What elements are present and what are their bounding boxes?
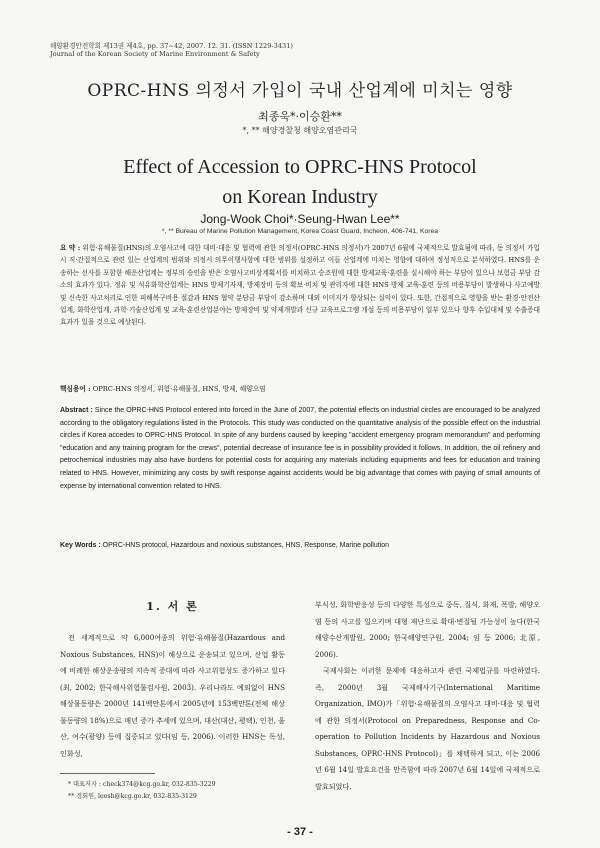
english-abstract-text: Since the OPRC-HNS Protocol entered into forced in the June of 2007, the potential effects on industrial circles are encouraged to be analyzed according to the obligatory regulations listed in the Protocols. This study was conducted on the quantitative analysis of the possible effect on the industrial circles if Korea accedes to OPRC-HNS Protocol. In spite of any burdens caused by keeping "accident emergency program memorandum" and performing "education and any training program for the crews", potential decrease of insurance fee is in possibility provided it follows. In addition, the oil refinery and petrochemical industries may also have burdens for potential costs for acquiring any materials including equipments and fees for education and training related to HNS. However, minimizing any costs by swift response against accidents would be big advantage that comes with paying of small amounts of expense by international convention related to HNS. (60, 407, 540, 490)
body-paragraph: 국제사회는 이러한 문제에 대응하고자 관련 국제법규를 마련하였다. 즉, 2000년 3월 국제해사기구(International Maritime Organization, IMO)가「위험·유해물질의 오염사고 대비·대응 및 협력에 관한 의정서(Protocol on Preparedness, Response and Co-operation to Pollution Incidents by Hazardous and Noxious Substances, OPRC-HNS Protocol)」를 채택하게 되고, 이는 2006년 6월 14일 발효요건을 만족함에 따라 2007년 6월 14일에 국제적으로 발효되었다. (315, 666, 540, 791)
korean-keywords (60, 383, 540, 393)
english-title-line1: Effect of Accession to OPRC-HNS Protocol (123, 156, 477, 178)
body-paragraph: 전 세계적으로 약 6,000여종의 위험·유해물질(Hazardous and Noxious Substances, HNS)이 해상으로 운송되고 있으며, 산업 활동에 비례한 해상운송량의 지속적 증대에 따라 사고위험성도 증가하고 있다(최, 2002; 한국해사위험물검사원, 2003). 우리나라도 예외없이 HNS 해상물동량은 2000년 141백만톤에서 2005년에 153백만톤(전체 해상물동량의 18%)으로 매년 증가 추세에 있으며, 대산(대산, 평택), 인천, 울산, 여수(광양) 등에 집중되고 있다(임 등, 2006). 이러한 HNS는 독성, 인화성, (60, 633, 285, 758)
footnote-divider (60, 773, 155, 774)
korean-authors: 최종욱*·이승환** (258, 110, 342, 123)
english-keywords-label: Key Words : (60, 542, 101, 549)
body-column-right (315, 597, 540, 795)
korean-abstract-label: 요 약 : (60, 244, 81, 252)
english-abstract (60, 405, 540, 493)
body-column-left (60, 630, 285, 762)
journal-name-english: Journal of the Korean Society of Marine Environment & Safety (50, 50, 260, 58)
journal-citation-korean: 해양환경안전학회 제13권 제4호, pp. 37~42, 2007. 12. 31. (ISSN 1229-3431) (50, 42, 293, 50)
english-affiliation: *, ** Bureau of Marine Pollution Management, Korea Coast Guard, Incheon, 406-741, Korea (161, 228, 439, 235)
english-keywords (60, 542, 540, 549)
korean-affiliation: *, ** 해양경찰청 해양오염관리국 (242, 126, 358, 135)
korean-abstract-text: 위험·유해물질(HNS)의 오염사고에 대한 대비·대응 및 협력에 관한 의정서(OPRC-HNS 의정서)가 2007년 6월에 국제적으로 발효됨에 따라, 동 의정서 가입시 직·간접적으로 관련 있는 산업계의 범위와 의정서 의무이행사항에 대한 범위를 설정하고 이들 산업계에 미치는 영향에 대하여 정성적으로 분석하였다. HNS를 운송하는 선사를 포함한 해운산업계는 정부의 승인을 받은 오염사고비상계획서를 비치하고 승조원에 대한 방제교육·훈련을 실시해야 하는 부담이 있으나 보험금 부담 감소의 효과가 있다. 정유 및 석유화학산업계는 HNS 방제기자재, 방제장비 등의 확보·비치 및 관리자에 대한 HNS 방제 교육·훈련 등의 비용부담이 발생하나 사고예방 및 신속한 사고처리로 인한 피해복구비용 절감과 HNS 협약 분담금 부담이 감소하며 대외 이미지가 향상되는 실익이 있다. 또한, 간접적으로 영향을 받는 환경·안전산업계, 화학산업계, 과학·기술산업계 및 교육·훈련산업분야는 방제장비 및 약제개발과 신규 교육프로그램 개설 등의 비용부담이 일부 있으나 향후 수입대체 및 수출증대 효과가 있을 것으로 예상된다. (60, 244, 540, 327)
english-abstract-label: Abstract : (60, 407, 93, 414)
korean-keywords-label: 핵심용어 : (60, 385, 91, 393)
korean-title: OPRC-HNS 의정서 가입이 국내 산업계에 미치는 영향 (87, 81, 513, 101)
footnote-coauthor: ** 정회원, leesh@kcg.go.kr, 032-835-3129 (68, 793, 197, 800)
body-paragraph: 부식성, 화학반응성 등의 다양한 특성으로 중독, 질식, 화재, 폭발, 해양오염 등의 사고를 일으키며 대형 재난으로 확대·변질될 가능성이 높다(한국해양수산개발원, 2000; 한국해양연구원, 2004; 임 등 2006; 北原, 2006). (315, 600, 540, 659)
english-title-line2: on Korean Industry (222, 186, 378, 208)
footnote-corresponding-author: * 대표저자 : check374@kcg.go.kr, 032-835-3229 (68, 781, 216, 788)
english-keywords-text: OPRC-HNS protocol, Hazardous and noxious substances, HNS, Response, Marine pollution (102, 542, 390, 549)
korean-keywords-text: OPRC-HNS 의정서, 위험·유해물질, HNS, 방제, 해양오염 (92, 385, 266, 393)
english-title (0, 152, 600, 212)
page-number: - 37 - (287, 826, 313, 838)
section-heading-introduction: 1. 서 론 (146, 600, 199, 613)
korean-abstract (60, 242, 540, 329)
english-authors: Jong-Wook Choi*·Seung-Hwan Lee** (200, 212, 400, 226)
